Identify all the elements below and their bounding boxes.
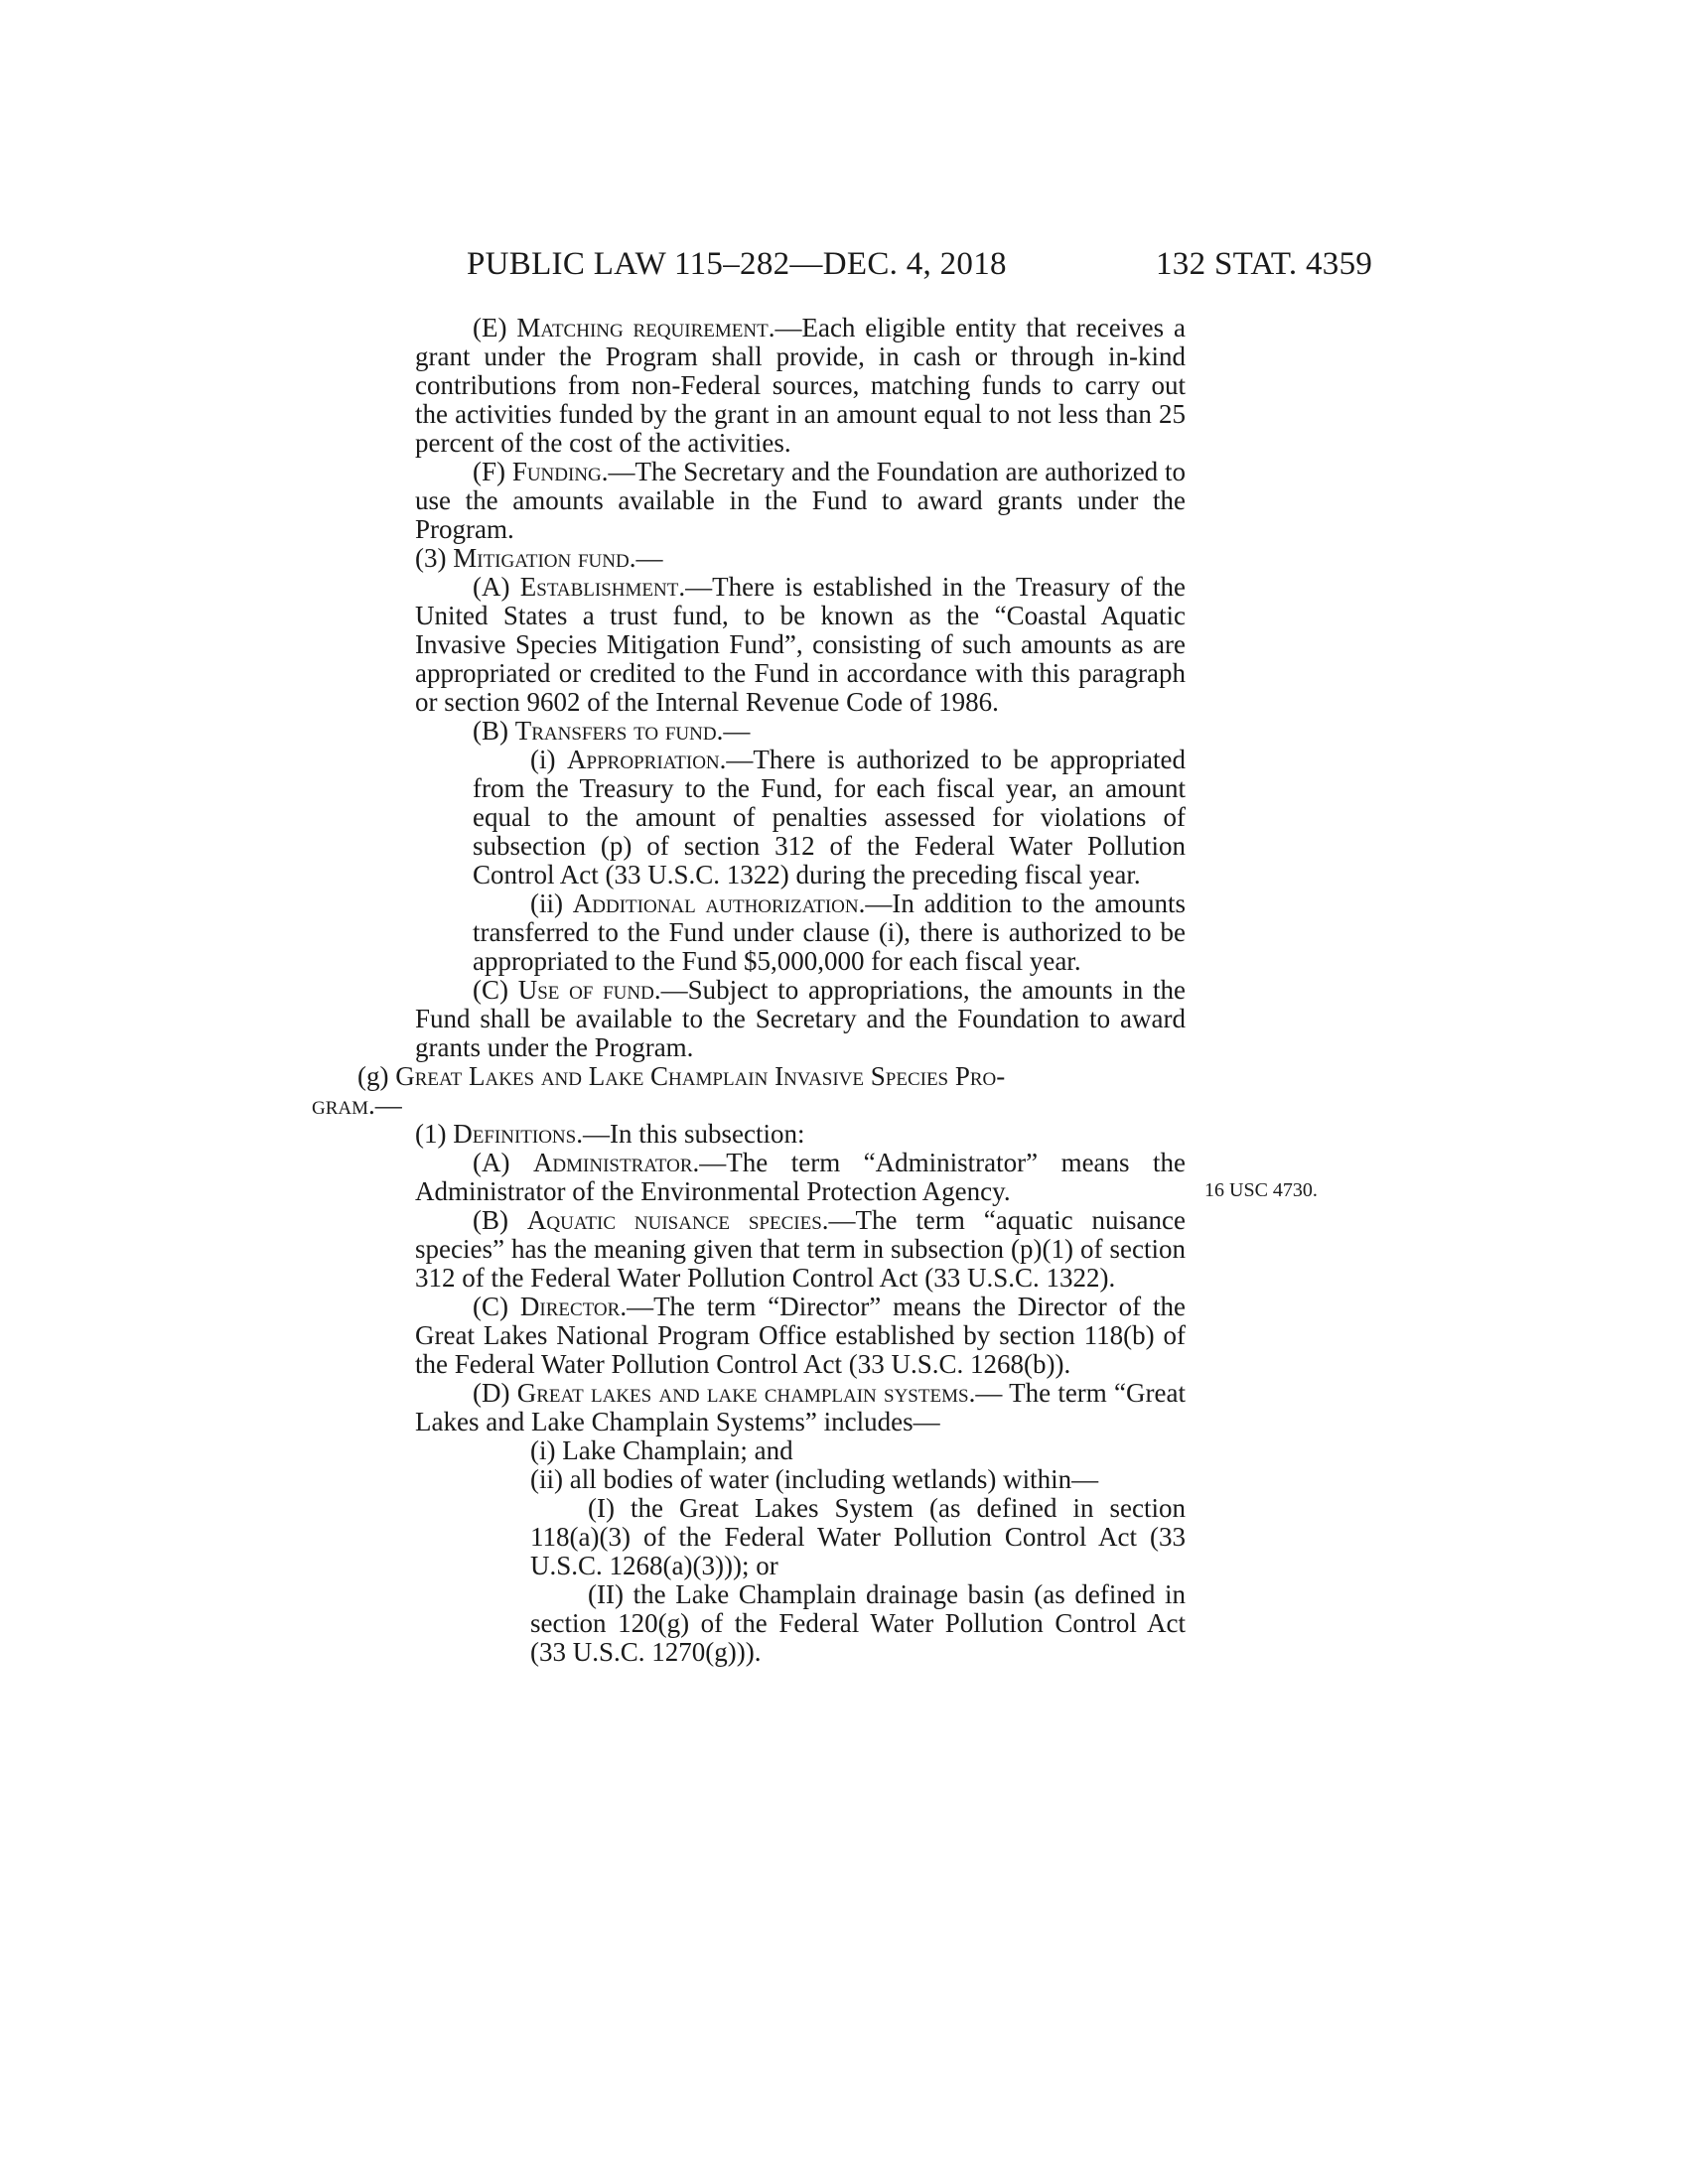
running-head-page: 132 STAT. 4359 bbox=[1156, 246, 1373, 282]
paragraph-1-definitions: (1) Definitions.—In this subsection: bbox=[415, 1119, 805, 1149]
paragraph-E-matching: (E) Matching requirement.—Each eligible entity that receives a grant under the Program shall provide, in cash or through in-kind contributions from non-Federal sources, matching funds to carry out the activities funded by the grant in an amount equal to not less than 25 percent of the cost of the activities. bbox=[415, 313, 1186, 458]
paragraph-F-funding: (F) Funding.—The Secretary and the Foundation are authorized to use the amounts available in the Fund to award grants under the Program. bbox=[415, 457, 1186, 544]
subsection-g-heading: (g) Great Lakes and Lake Champlain Invasive Species Pro- bbox=[357, 1061, 1006, 1091]
clause-ii-additional-authorization: (ii) Additional authorization.—In addition to the amounts transferred to the Fund under clause (i), there is authorized to be appropriated to the Fund $5,000,000 for each fiscal year. bbox=[473, 888, 1186, 976]
paragraph-B-transfers: (B) Transfers to fund.— bbox=[473, 716, 751, 746]
subclause-I-great-lakes-system: (I) the Great Lakes System (as defined in section 118(a)(3) of the Federal Water Pollution Control Act (33 U.S.C. 1268(a)(3))); or bbox=[530, 1493, 1186, 1580]
running-head-title: PUBLIC LAW 115–282—DEC. 4, 2018 bbox=[467, 246, 1007, 282]
statute-text bbox=[312, 313, 1186, 1667]
subclause-II-lake-champlain-basin: (II) the Lake Champlain drainage basin (as defined in section 120(g) of the Federal Water Pollution Control Act (33 U.S.C. 1270(g))). bbox=[530, 1579, 1186, 1667]
margin-citation: 16 USC 4730. bbox=[1204, 1179, 1318, 1201]
paragraph-A-establishment: (A) Establishment.—There is established in the Treasury of the United States a trust fund, to be known as the “Coastal Aquatic Invasive Species Mitigation Fund”, consisting of such amounts as are appropriated or credited to the Fund in accordance with this paragraph or section 9602 of the Internal Revenue Code of 1986. bbox=[415, 572, 1186, 717]
definition-D-great-lakes-systems: (D) Great lakes and lake champlain systems.— The term “Great Lakes and Lake Champlain Systems” includes— bbox=[415, 1378, 1186, 1436]
clause-i-lake-champlain: (i) Lake Champlain; and bbox=[530, 1435, 793, 1465]
definition-C-director: (C) Director.—The term “Director” means the Director of the Great Lakes National Program Office established by section 118(b) of the Federal Water Pollution Control Act (33 U.S.C. 1268(b)). bbox=[415, 1292, 1186, 1379]
definition-B-aquatic-nuisance-species: (B) Aquatic nuisance species.—The term “aquatic nuisance species” has the meaning given that term in subsection (p)(1) of section 312 of the Federal Water Pollution Control Act (33 U.S.C. 1322). bbox=[415, 1205, 1186, 1293]
definition-A-administrator: (A) Administrator.—The term “Administrator” means the Administrator of the Environmental Protection Agency. bbox=[415, 1148, 1186, 1206]
paragraph-3-mitigation-fund: (3) Mitigation fund.— bbox=[415, 543, 663, 573]
clause-i-appropriation: (i) Appropriation.—There is authorized to be appropriated from the Treasury to the Fund, for each fiscal year, an amount equal to the amount of penalties assessed for violations of subsection (p) of section 312 of the Federal Water Pollution Control Act (33 U.S.C. 1322) during the preceding fiscal year. bbox=[473, 745, 1186, 889]
clause-ii-bodies-of-water: (ii) all bodies of water (including wetlands) within— bbox=[530, 1464, 1099, 1494]
paragraph-C-use-of-fund: (C) Use of fund.—Subject to appropriations, the amounts in the Fund shall be available to the Secretary and the Foundation to award grants under the Program. bbox=[415, 975, 1186, 1062]
subsection-g-heading-continued: gram.— bbox=[312, 1090, 402, 1120]
